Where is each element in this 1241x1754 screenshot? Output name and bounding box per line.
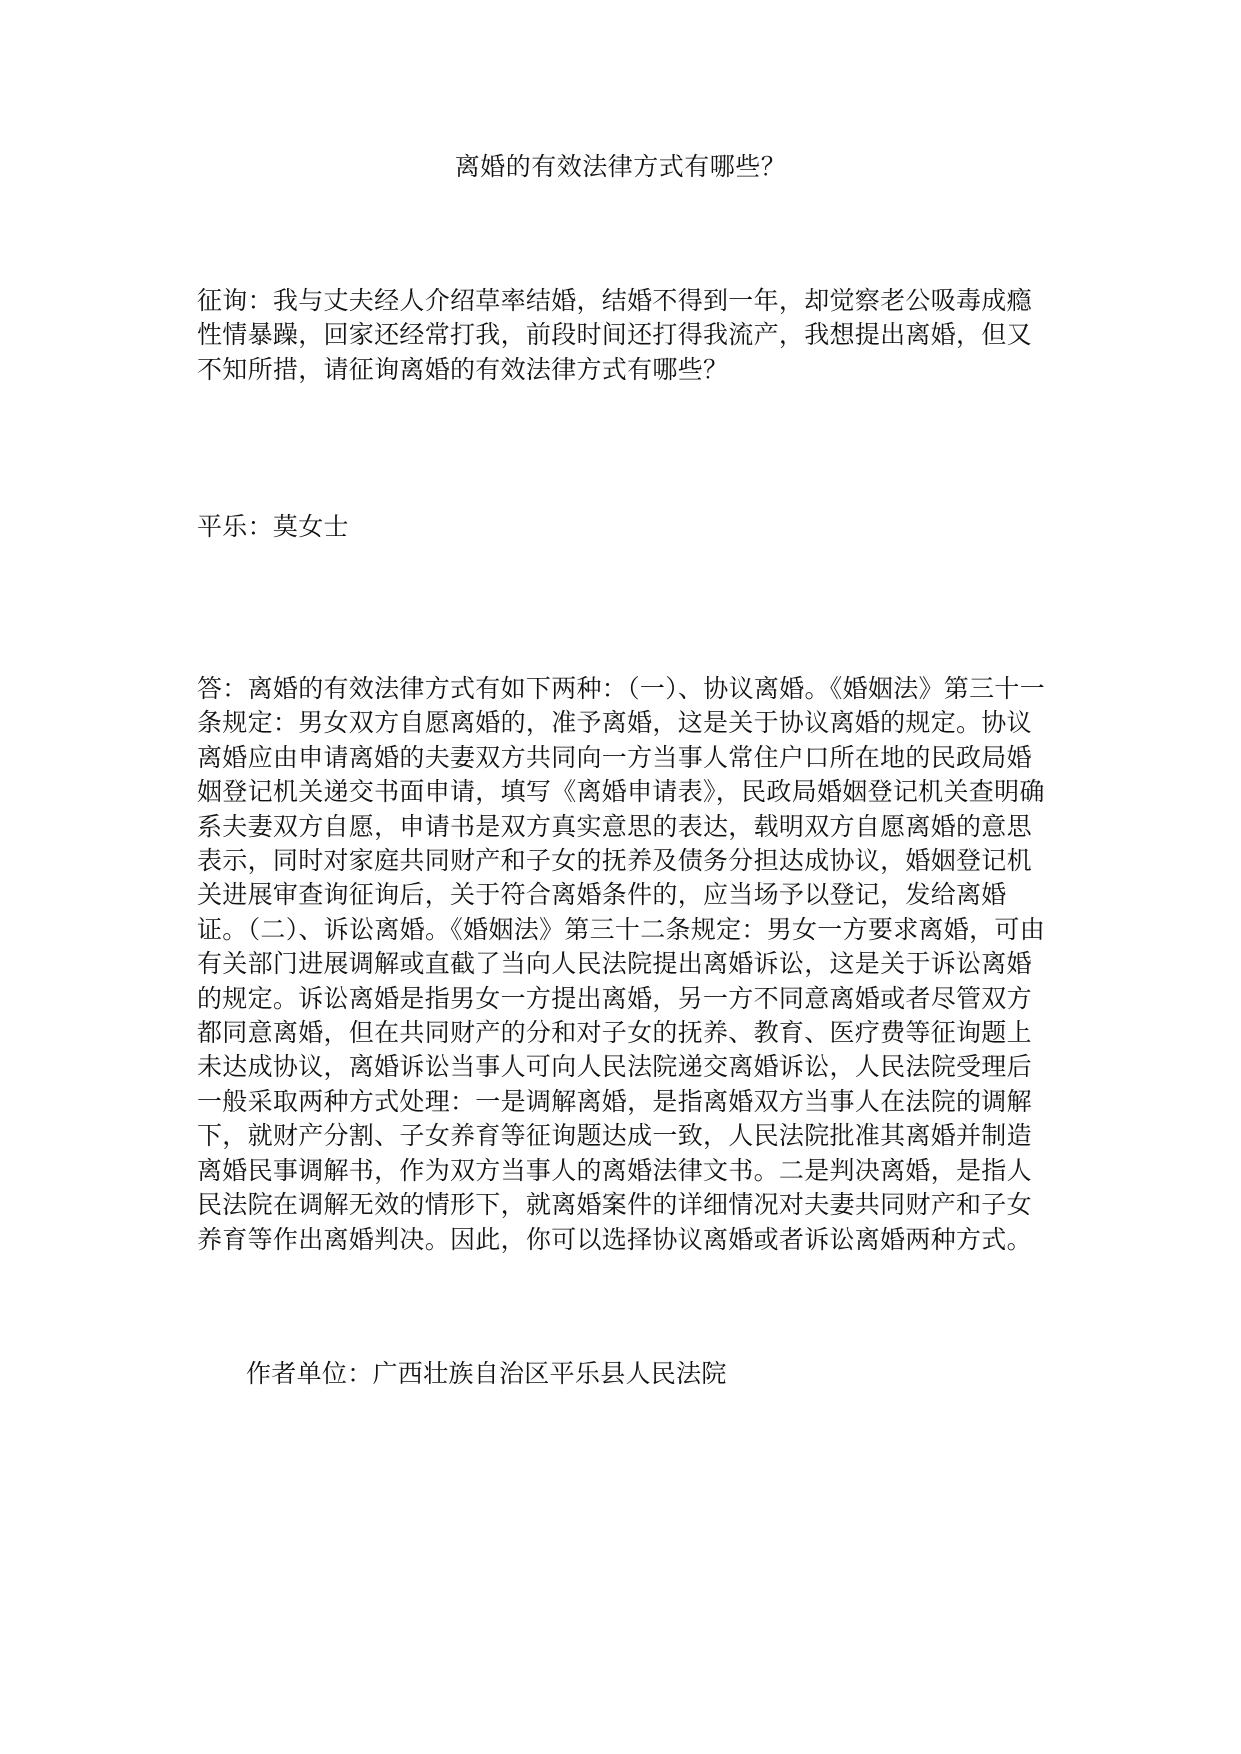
- answer-paragraph: 答：离婚的有效法律方式有如下两种：（一）、协议离婚。《婚姻法》第三十一条规定：男女双方自愿离婚的，准予离婚，这是关于协议离婚的规定。协议离婚应由申请离婚的夫妻双方共同向一方当事人常住户口所在地的民政局婚姻登记机关递交书面申请，填写《离婚申请表》，民政局婚姻登记机关查明确系夫妻双方自愿，申请书是双方真实意思的表达，载明双方自愿离婚的意思表示，同时对家庭共同财产和子女的抚养及债务分担达成协议，婚姻登记机关进展审查询征询后，关于符合离婚条件的，应当场予以登记，发给离婚证。（二）、诉讼离婚。《婚姻法》第三十二条规定：男女一方要求离婚，可由有关部门进展调解或直截了当向人民法院提出离婚诉讼，这是关于诉讼离婚的规定。诉讼离婚是指男女一方提出离婚，另一方不同意离婚或者尽管双方都同意离婚，但在共同财产的分和对子女的抚养、教育、医疗费等征询题上未达成协议，离婚诉讼当事人可向人民法院递交离婚诉讼，人民法院受理后一般采取两种方式处理：一是调解离婚，是指离婚双方当事人在法院的调解下，就财产分割、子女养育等征询题达成一致，人民法院批准其离婚并制造离婚民事调解书，作为双方当事人的离婚法律文书。二是判决离婚，是指人民法院在调解无效的情形下，就离婚案件的详细情况对夫妻共同财产和子女养育等作出离婚判决。因此，你可以选择协议离婚或者诉讼离婚两种方式。: [197, 674, 1046, 1254]
- document-title: 离婚的有效法律方式有哪些？: [454, 152, 787, 181]
- question-paragraph: 征询：我与丈夫经人介绍草率结婚，结婚不得到一年，却觉察老公吸毒成瘾性情暴躁，回家还经常打我，前段时间还打得我流产，我想提出离婚，但又不知所措，请征询离婚的有效法律方式有哪些？: [197, 286, 1032, 384]
- author-affiliation: 作者单位：广西壮族自治区平乐县人民法院: [246, 1359, 727, 1388]
- asker-line: 平乐：莫女士: [197, 512, 349, 541]
